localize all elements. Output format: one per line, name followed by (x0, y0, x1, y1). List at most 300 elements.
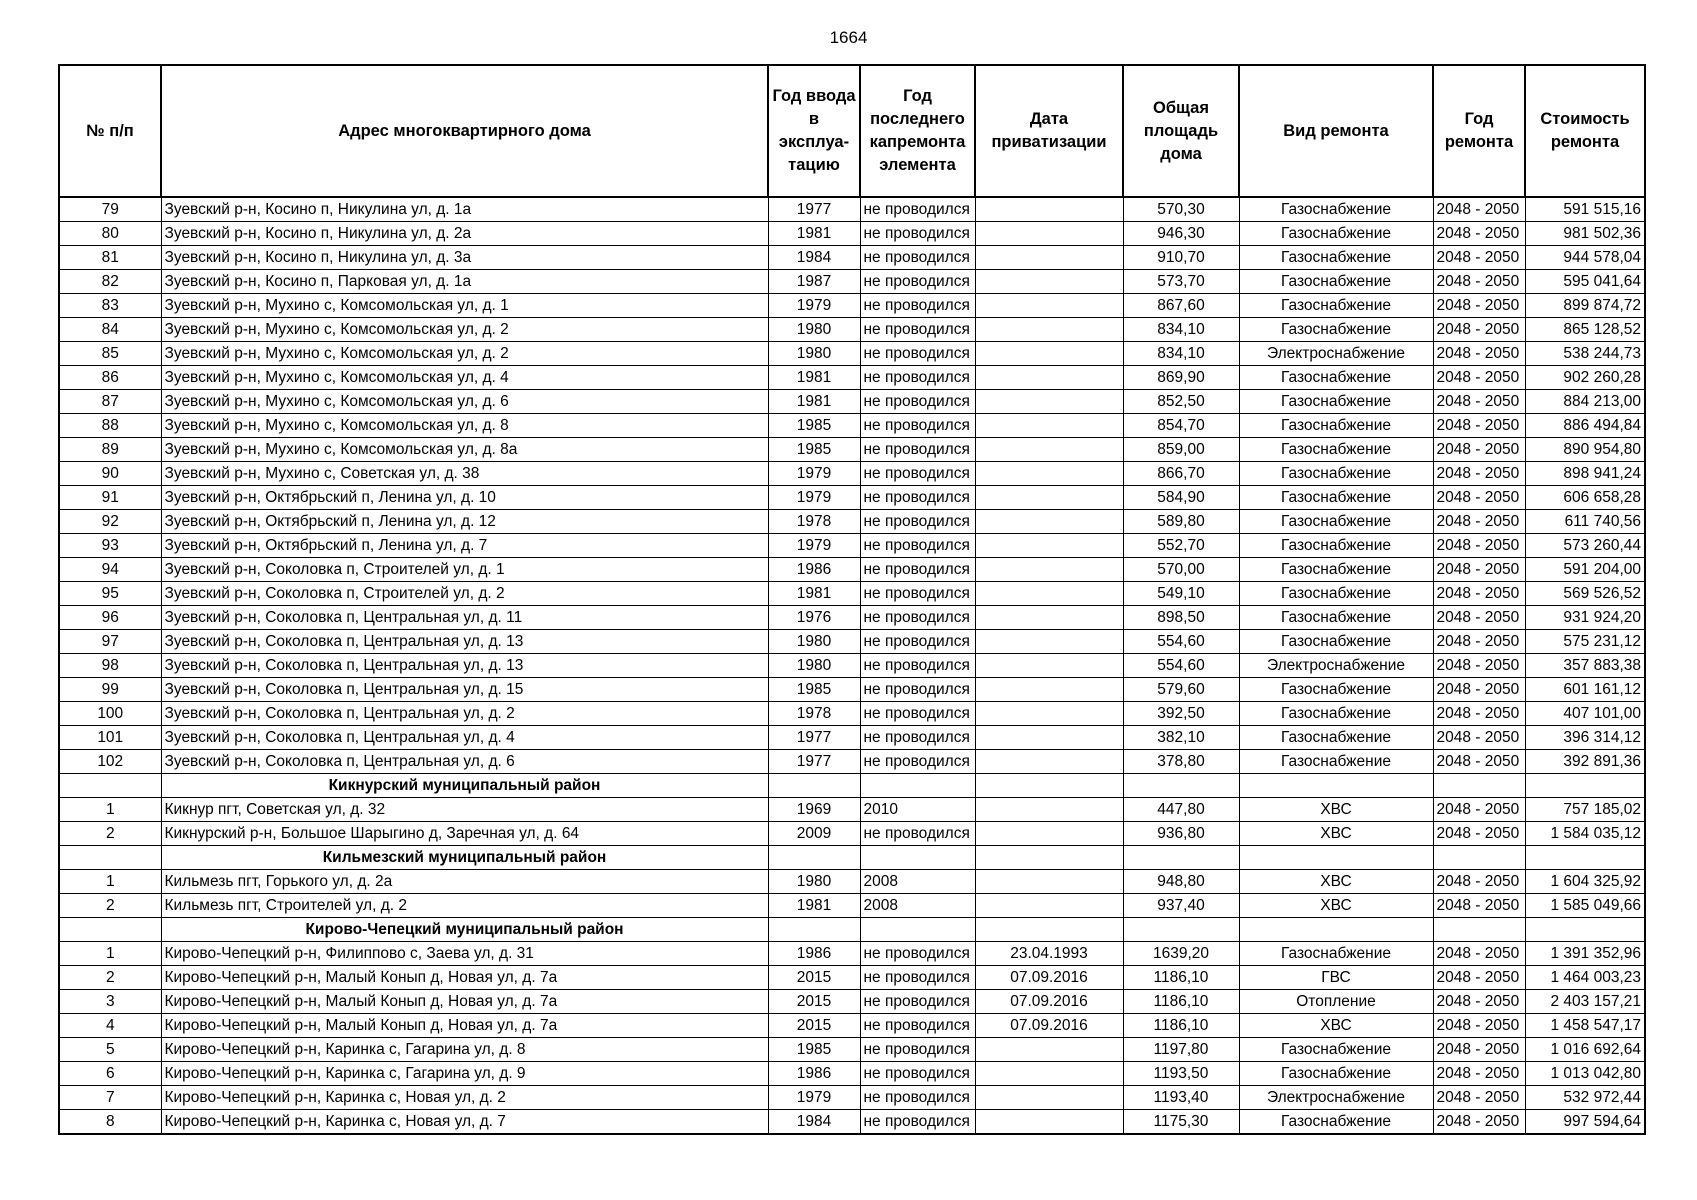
area-cell: 852,50 (1123, 390, 1239, 414)
table-row (59, 294, 1645, 318)
year-built-cell: 1981 (768, 390, 860, 414)
last-repair-cell: не проводился (860, 606, 975, 630)
privatization-date-cell (975, 197, 1123, 222)
repair-cost-cell: 2 403 157,21 (1525, 990, 1645, 1014)
row-number: 2 (59, 894, 161, 918)
last-repair-cell: не проводился (860, 1086, 975, 1110)
last-repair-cell: не проводился (860, 966, 975, 990)
table-row (59, 486, 1645, 510)
address-cell: Зуевский р-н, Соколовка п, Строителей ул, д. 2 (161, 582, 768, 606)
column-header-repair-type: Вид ремонта (1239, 65, 1433, 197)
privatization-date-cell (975, 342, 1123, 366)
year-built-cell: 1979 (768, 486, 860, 510)
area-cell: 579,60 (1123, 678, 1239, 702)
last-repair-cell: не проводился (860, 1014, 975, 1038)
year-built-cell: 1984 (768, 1110, 860, 1135)
repair-years-cell: 2048 - 2050 (1433, 1062, 1525, 1086)
repair-years-cell: 2048 - 2050 (1433, 750, 1525, 774)
last-repair-cell: не проводился (860, 318, 975, 342)
privatization-date-cell (975, 750, 1123, 774)
repair-cost-cell: 757 185,02 (1525, 798, 1645, 822)
last-repair-cell: 2010 (860, 798, 975, 822)
repair-years-cell: 2048 - 2050 (1433, 1014, 1525, 1038)
address-cell: Зуевский р-н, Октябрьский п, Ленина ул, д. 10 (161, 486, 768, 510)
empty-cell (860, 846, 975, 870)
privatization-date-cell (975, 654, 1123, 678)
row-number: 2 (59, 822, 161, 846)
table-row (59, 942, 1645, 966)
repair-years-cell: 2048 - 2050 (1433, 270, 1525, 294)
last-repair-cell: 2008 (860, 894, 975, 918)
row-number: 82 (59, 270, 161, 294)
section-title: Кирово-Чепецкий муниципальный район (161, 918, 768, 942)
row-number: 90 (59, 462, 161, 486)
empty-cell (975, 774, 1123, 798)
year-built-cell: 1985 (768, 1038, 860, 1062)
area-cell: 1186,10 (1123, 966, 1239, 990)
address-cell: Зуевский р-н, Октябрьский п, Ленина ул, д. 7 (161, 534, 768, 558)
repair-type-cell: Газоснабжение (1239, 630, 1433, 654)
privatization-date-cell (975, 294, 1123, 318)
repair-years-cell: 2048 - 2050 (1433, 966, 1525, 990)
year-built-cell: 1977 (768, 726, 860, 750)
address-cell: Кильмезь пгт, Горького ул, д. 2а (161, 870, 768, 894)
last-repair-cell: не проводился (860, 630, 975, 654)
table-row (59, 1038, 1645, 1062)
table-row (59, 798, 1645, 822)
table-row (59, 246, 1645, 270)
year-built-cell: 1980 (768, 342, 860, 366)
repair-cost-cell: 1 604 325,92 (1525, 870, 1645, 894)
privatization-date-cell (975, 1110, 1123, 1135)
empty-cell (1433, 918, 1525, 942)
row-number: 81 (59, 246, 161, 270)
year-built-cell: 2015 (768, 1014, 860, 1038)
area-cell: 898,50 (1123, 606, 1239, 630)
row-number: 4 (59, 1014, 161, 1038)
last-repair-cell: не проводился (860, 822, 975, 846)
repair-years-cell: 2048 - 2050 (1433, 870, 1525, 894)
repair-type-cell: Газоснабжение (1239, 390, 1433, 414)
last-repair-cell: не проводился (860, 390, 975, 414)
repair-years-cell: 2048 - 2050 (1433, 582, 1525, 606)
repair-type-cell: Газоснабжение (1239, 942, 1433, 966)
row-number: 99 (59, 678, 161, 702)
empty-cell (59, 846, 161, 870)
year-built-cell: 1984 (768, 246, 860, 270)
repair-years-cell: 2048 - 2050 (1433, 438, 1525, 462)
table-row (59, 534, 1645, 558)
last-repair-cell: не проводился (860, 342, 975, 366)
area-cell: 910,70 (1123, 246, 1239, 270)
column-header-repair-years: Год ремонта (1433, 65, 1525, 197)
last-repair-cell: не проводился (860, 1038, 975, 1062)
repair-type-cell: Газоснабжение (1239, 414, 1433, 438)
address-cell: Зуевский р-н, Соколовка п, Центральная ул, д. 11 (161, 606, 768, 630)
repair-years-cell: 2048 - 2050 (1433, 222, 1525, 246)
year-built-cell: 1981 (768, 582, 860, 606)
year-built-cell: 1980 (768, 630, 860, 654)
section-header-row (59, 918, 1645, 942)
repair-type-cell: Газоснабжение (1239, 726, 1433, 750)
privatization-date-cell (975, 582, 1123, 606)
table-row (59, 990, 1645, 1014)
repair-type-cell: Газоснабжение (1239, 197, 1433, 222)
address-cell: Кирово-Чепецкий р-н, Каринка с, Гагарина ул, д. 8 (161, 1038, 768, 1062)
table-row (59, 606, 1645, 630)
table-row (59, 822, 1645, 846)
repair-cost-cell: 611 740,56 (1525, 510, 1645, 534)
repair-years-cell: 2048 - 2050 (1433, 366, 1525, 390)
year-built-cell: 1969 (768, 798, 860, 822)
row-number: 98 (59, 654, 161, 678)
address-cell: Кильмезь пгт, Строителей ул, д. 2 (161, 894, 768, 918)
empty-cell (1525, 774, 1645, 798)
privatization-date-cell (975, 822, 1123, 846)
column-header-last-repair: Год последнего капремонта элемента (860, 65, 975, 197)
table-row (59, 1014, 1645, 1038)
privatization-date-cell (975, 894, 1123, 918)
empty-cell (860, 918, 975, 942)
address-cell: Кикнурский р-н, Большое Шарыгино д, Заречная ул, д. 64 (161, 822, 768, 846)
area-cell: 584,90 (1123, 486, 1239, 510)
last-repair-cell: не проводился (860, 510, 975, 534)
privatization-date-cell (975, 606, 1123, 630)
repair-cost-cell: 538 244,73 (1525, 342, 1645, 366)
last-repair-cell: не проводился (860, 438, 975, 462)
table-row (59, 870, 1645, 894)
privatization-date-cell (975, 414, 1123, 438)
table-row (59, 318, 1645, 342)
repair-years-cell: 2048 - 2050 (1433, 702, 1525, 726)
table-row (59, 702, 1645, 726)
area-cell: 1639,20 (1123, 942, 1239, 966)
repair-type-cell: Газоснабжение (1239, 582, 1433, 606)
repair-years-cell: 2048 - 2050 (1433, 294, 1525, 318)
area-cell: 1193,50 (1123, 1062, 1239, 1086)
row-number: 1 (59, 870, 161, 894)
repair-cost-cell: 1 584 035,12 (1525, 822, 1645, 846)
table-row (59, 462, 1645, 486)
address-cell: Зуевский р-н, Косино п, Парковая ул, д. 1а (161, 270, 768, 294)
empty-cell (975, 918, 1123, 942)
area-cell: 859,00 (1123, 438, 1239, 462)
row-number: 83 (59, 294, 161, 318)
repair-cost-cell: 532 972,44 (1525, 1086, 1645, 1110)
last-repair-cell: не проводился (860, 750, 975, 774)
address-cell: Зуевский р-н, Соколовка п, Центральная ул, д. 4 (161, 726, 768, 750)
area-cell: 867,60 (1123, 294, 1239, 318)
address-cell: Зуевский р-н, Соколовка п, Центральная ул, д. 2 (161, 702, 768, 726)
year-built-cell: 1977 (768, 750, 860, 774)
privatization-date-cell (975, 870, 1123, 894)
table-row (59, 390, 1645, 414)
privatization-date-cell: 07.09.2016 (975, 990, 1123, 1014)
privatization-date-cell (975, 486, 1123, 510)
repair-cost-cell: 396 314,12 (1525, 726, 1645, 750)
privatization-date-cell (975, 510, 1123, 534)
last-repair-cell: 2008 (860, 870, 975, 894)
table-row (59, 438, 1645, 462)
last-repair-cell: не проводился (860, 197, 975, 222)
repair-cost-cell: 981 502,36 (1525, 222, 1645, 246)
last-repair-cell: не проводился (860, 462, 975, 486)
table-row (59, 270, 1645, 294)
table-row (59, 750, 1645, 774)
repair-registry-table (58, 64, 1646, 1135)
year-built-cell: 2015 (768, 990, 860, 1014)
area-cell: 1175,30 (1123, 1110, 1239, 1135)
repair-cost-cell: 569 526,52 (1525, 582, 1645, 606)
privatization-date-cell (975, 630, 1123, 654)
repair-years-cell: 2048 - 2050 (1433, 534, 1525, 558)
repair-type-cell: Газоснабжение (1239, 222, 1433, 246)
repair-type-cell: Газоснабжение (1239, 366, 1433, 390)
table-row (59, 654, 1645, 678)
repair-type-cell: ХВС (1239, 870, 1433, 894)
column-header-address: Адрес многоквартирного дома (161, 65, 768, 197)
row-number: 96 (59, 606, 161, 630)
repair-years-cell: 2048 - 2050 (1433, 197, 1525, 222)
row-number: 8 (59, 1110, 161, 1135)
repair-cost-cell: 886 494,84 (1525, 414, 1645, 438)
area-cell: 382,10 (1123, 726, 1239, 750)
repair-years-cell: 2048 - 2050 (1433, 798, 1525, 822)
repair-cost-cell: 890 954,80 (1525, 438, 1645, 462)
repair-years-cell: 2048 - 2050 (1433, 1110, 1525, 1135)
empty-cell (1123, 846, 1239, 870)
table-row (59, 726, 1645, 750)
last-repair-cell: не проводился (860, 990, 975, 1014)
row-number: 93 (59, 534, 161, 558)
repair-years-cell: 2048 - 2050 (1433, 510, 1525, 534)
privatization-date-cell (975, 246, 1123, 270)
row-number: 6 (59, 1062, 161, 1086)
row-number: 7 (59, 1086, 161, 1110)
repair-years-cell: 2048 - 2050 (1433, 894, 1525, 918)
row-number: 92 (59, 510, 161, 534)
year-built-cell: 1986 (768, 942, 860, 966)
table-row (59, 222, 1645, 246)
repair-type-cell: Газоснабжение (1239, 678, 1433, 702)
empty-cell (59, 918, 161, 942)
empty-cell (1525, 846, 1645, 870)
empty-cell (1239, 774, 1433, 798)
repair-cost-cell: 884 213,00 (1525, 390, 1645, 414)
privatization-date-cell (975, 270, 1123, 294)
area-cell: 552,70 (1123, 534, 1239, 558)
empty-cell (860, 774, 975, 798)
table-body (59, 197, 1645, 1134)
repair-cost-cell: 1 016 692,64 (1525, 1038, 1645, 1062)
privatization-date-cell (975, 1086, 1123, 1110)
year-built-cell: 1981 (768, 222, 860, 246)
address-cell: Кирово-Чепецкий р-н, Каринка с, Новая ул, д. 2 (161, 1086, 768, 1110)
repair-type-cell: Газоснабжение (1239, 462, 1433, 486)
privatization-date-cell (975, 222, 1123, 246)
area-cell: 948,80 (1123, 870, 1239, 894)
area-cell: 392,50 (1123, 702, 1239, 726)
area-cell: 834,10 (1123, 318, 1239, 342)
empty-cell (1525, 918, 1645, 942)
privatization-date-cell (975, 438, 1123, 462)
repair-type-cell: Электроснабжение (1239, 1086, 1433, 1110)
repair-cost-cell: 595 041,64 (1525, 270, 1645, 294)
table-row (59, 510, 1645, 534)
privatization-date-cell (975, 534, 1123, 558)
repair-cost-cell: 1 458 547,17 (1525, 1014, 1645, 1038)
area-cell: 937,40 (1123, 894, 1239, 918)
area-cell: 936,80 (1123, 822, 1239, 846)
privatization-date-cell: 07.09.2016 (975, 966, 1123, 990)
repair-cost-cell: 573 260,44 (1525, 534, 1645, 558)
last-repair-cell: не проводился (860, 1062, 975, 1086)
address-cell: Зуевский р-н, Мухино с, Комсомольская ул, д. 1 (161, 294, 768, 318)
repair-cost-cell: 944 578,04 (1525, 246, 1645, 270)
repair-years-cell: 2048 - 2050 (1433, 942, 1525, 966)
repair-years-cell: 2048 - 2050 (1433, 822, 1525, 846)
repair-years-cell: 2048 - 2050 (1433, 606, 1525, 630)
repair-type-cell: ГВС (1239, 966, 1433, 990)
privatization-date-cell: 23.04.1993 (975, 942, 1123, 966)
last-repair-cell: не проводился (860, 486, 975, 510)
repair-years-cell: 2048 - 2050 (1433, 246, 1525, 270)
table-row (59, 582, 1645, 606)
empty-cell (768, 774, 860, 798)
year-built-cell: 2009 (768, 822, 860, 846)
repair-type-cell: Газоснабжение (1239, 294, 1433, 318)
repair-type-cell: ХВС (1239, 1014, 1433, 1038)
repair-cost-cell: 392 891,36 (1525, 750, 1645, 774)
address-cell: Зуевский р-н, Мухино с, Комсомольская ул, д. 4 (161, 366, 768, 390)
repair-years-cell: 2048 - 2050 (1433, 678, 1525, 702)
area-cell: 834,10 (1123, 342, 1239, 366)
repair-type-cell: Газоснабжение (1239, 1062, 1433, 1086)
year-built-cell: 1985 (768, 438, 860, 462)
address-cell: Кирово-Чепецкий р-н, Малый Конып д, Новая ул, д. 7а (161, 1014, 768, 1038)
address-cell: Кикнур пгт, Советская ул, д. 32 (161, 798, 768, 822)
privatization-date-cell (975, 390, 1123, 414)
address-cell: Зуевский р-н, Соколовка п, Строителей ул, д. 1 (161, 558, 768, 582)
repair-type-cell: Отопление (1239, 990, 1433, 1014)
repair-type-cell: ХВС (1239, 822, 1433, 846)
area-cell: 1197,80 (1123, 1038, 1239, 1062)
empty-cell (1433, 846, 1525, 870)
address-cell: Зуевский р-н, Октябрьский п, Ленина ул, д. 12 (161, 510, 768, 534)
repair-cost-cell: 407 101,00 (1525, 702, 1645, 726)
address-cell: Зуевский р-н, Соколовка п, Центральная ул, д. 13 (161, 654, 768, 678)
address-cell: Зуевский р-н, Мухино с, Советская ул, д. 38 (161, 462, 768, 486)
privatization-date-cell (975, 318, 1123, 342)
repair-type-cell: Газоснабжение (1239, 750, 1433, 774)
section-header-row (59, 846, 1645, 870)
column-header-area: Общая площадь дома (1123, 65, 1239, 197)
year-built-cell: 2015 (768, 966, 860, 990)
last-repair-cell: не проводился (860, 942, 975, 966)
repair-years-cell: 2048 - 2050 (1433, 342, 1525, 366)
row-number: 79 (59, 197, 161, 222)
column-header-privatization: Дата приватизации (975, 65, 1123, 197)
privatization-date-cell (975, 558, 1123, 582)
address-cell: Кирово-Чепецкий р-н, Филиппово с, Заева ул, д. 31 (161, 942, 768, 966)
repair-cost-cell: 591 515,16 (1525, 197, 1645, 222)
row-number: 3 (59, 990, 161, 1014)
address-cell: Зуевский р-н, Мухино с, Комсомольская ул, д. 6 (161, 390, 768, 414)
table-row (59, 1062, 1645, 1086)
repair-cost-cell: 601 161,12 (1525, 678, 1645, 702)
table-row (59, 366, 1645, 390)
last-repair-cell: не проводился (860, 1110, 975, 1135)
address-cell: Зуевский р-н, Соколовка п, Центральная ул, д. 13 (161, 630, 768, 654)
last-repair-cell: не проводился (860, 558, 975, 582)
year-built-cell: 1976 (768, 606, 860, 630)
last-repair-cell: не проводился (860, 294, 975, 318)
row-number: 87 (59, 390, 161, 414)
address-cell: Кирово-Чепецкий р-н, Каринка с, Гагарина ул, д. 9 (161, 1062, 768, 1086)
last-repair-cell: не проводился (860, 246, 975, 270)
repair-type-cell: Газоснабжение (1239, 486, 1433, 510)
address-cell: Зуевский р-н, Мухино с, Комсомольская ул, д. 8а (161, 438, 768, 462)
row-number: 102 (59, 750, 161, 774)
repair-cost-cell: 898 941,24 (1525, 462, 1645, 486)
repair-years-cell: 2048 - 2050 (1433, 318, 1525, 342)
year-built-cell: 1980 (768, 654, 860, 678)
repair-type-cell: Газоснабжение (1239, 510, 1433, 534)
privatization-date-cell (975, 1062, 1123, 1086)
repair-cost-cell: 997 594,64 (1525, 1110, 1645, 1135)
address-cell: Зуевский р-н, Мухино с, Комсомольская ул, д. 2 (161, 342, 768, 366)
repair-years-cell: 2048 - 2050 (1433, 1086, 1525, 1110)
area-cell: 1186,10 (1123, 990, 1239, 1014)
repair-cost-cell: 1 464 003,23 (1525, 966, 1645, 990)
year-built-cell: 1978 (768, 510, 860, 534)
repair-years-cell: 2048 - 2050 (1433, 1038, 1525, 1062)
section-title: Кикнурский муниципальный район (161, 774, 768, 798)
privatization-date-cell (975, 1038, 1123, 1062)
repair-years-cell: 2048 - 2050 (1433, 414, 1525, 438)
year-built-cell: 1979 (768, 294, 860, 318)
row-number: 1 (59, 798, 161, 822)
repair-cost-cell: 931 924,20 (1525, 606, 1645, 630)
repair-cost-cell: 1 013 042,80 (1525, 1062, 1645, 1086)
year-built-cell: 1986 (768, 558, 860, 582)
repair-cost-cell: 606 658,28 (1525, 486, 1645, 510)
repair-type-cell: ХВС (1239, 894, 1433, 918)
area-cell: 570,00 (1123, 558, 1239, 582)
repair-years-cell: 2048 - 2050 (1433, 462, 1525, 486)
row-number: 101 (59, 726, 161, 750)
last-repair-cell: не проводился (860, 702, 975, 726)
area-cell: 573,70 (1123, 270, 1239, 294)
area-cell: 554,60 (1123, 630, 1239, 654)
row-number: 1 (59, 942, 161, 966)
area-cell: 570,30 (1123, 197, 1239, 222)
row-number: 91 (59, 486, 161, 510)
empty-cell (1239, 846, 1433, 870)
privatization-date-cell (975, 678, 1123, 702)
repair-type-cell: Газоснабжение (1239, 534, 1433, 558)
row-number: 84 (59, 318, 161, 342)
last-repair-cell: не проводился (860, 534, 975, 558)
repair-cost-cell: 899 874,72 (1525, 294, 1645, 318)
row-number: 85 (59, 342, 161, 366)
row-number: 88 (59, 414, 161, 438)
row-number: 100 (59, 702, 161, 726)
last-repair-cell: не проводился (860, 678, 975, 702)
last-repair-cell: не проводился (860, 582, 975, 606)
privatization-date-cell: 07.09.2016 (975, 1014, 1123, 1038)
repair-type-cell: Электроснабжение (1239, 342, 1433, 366)
